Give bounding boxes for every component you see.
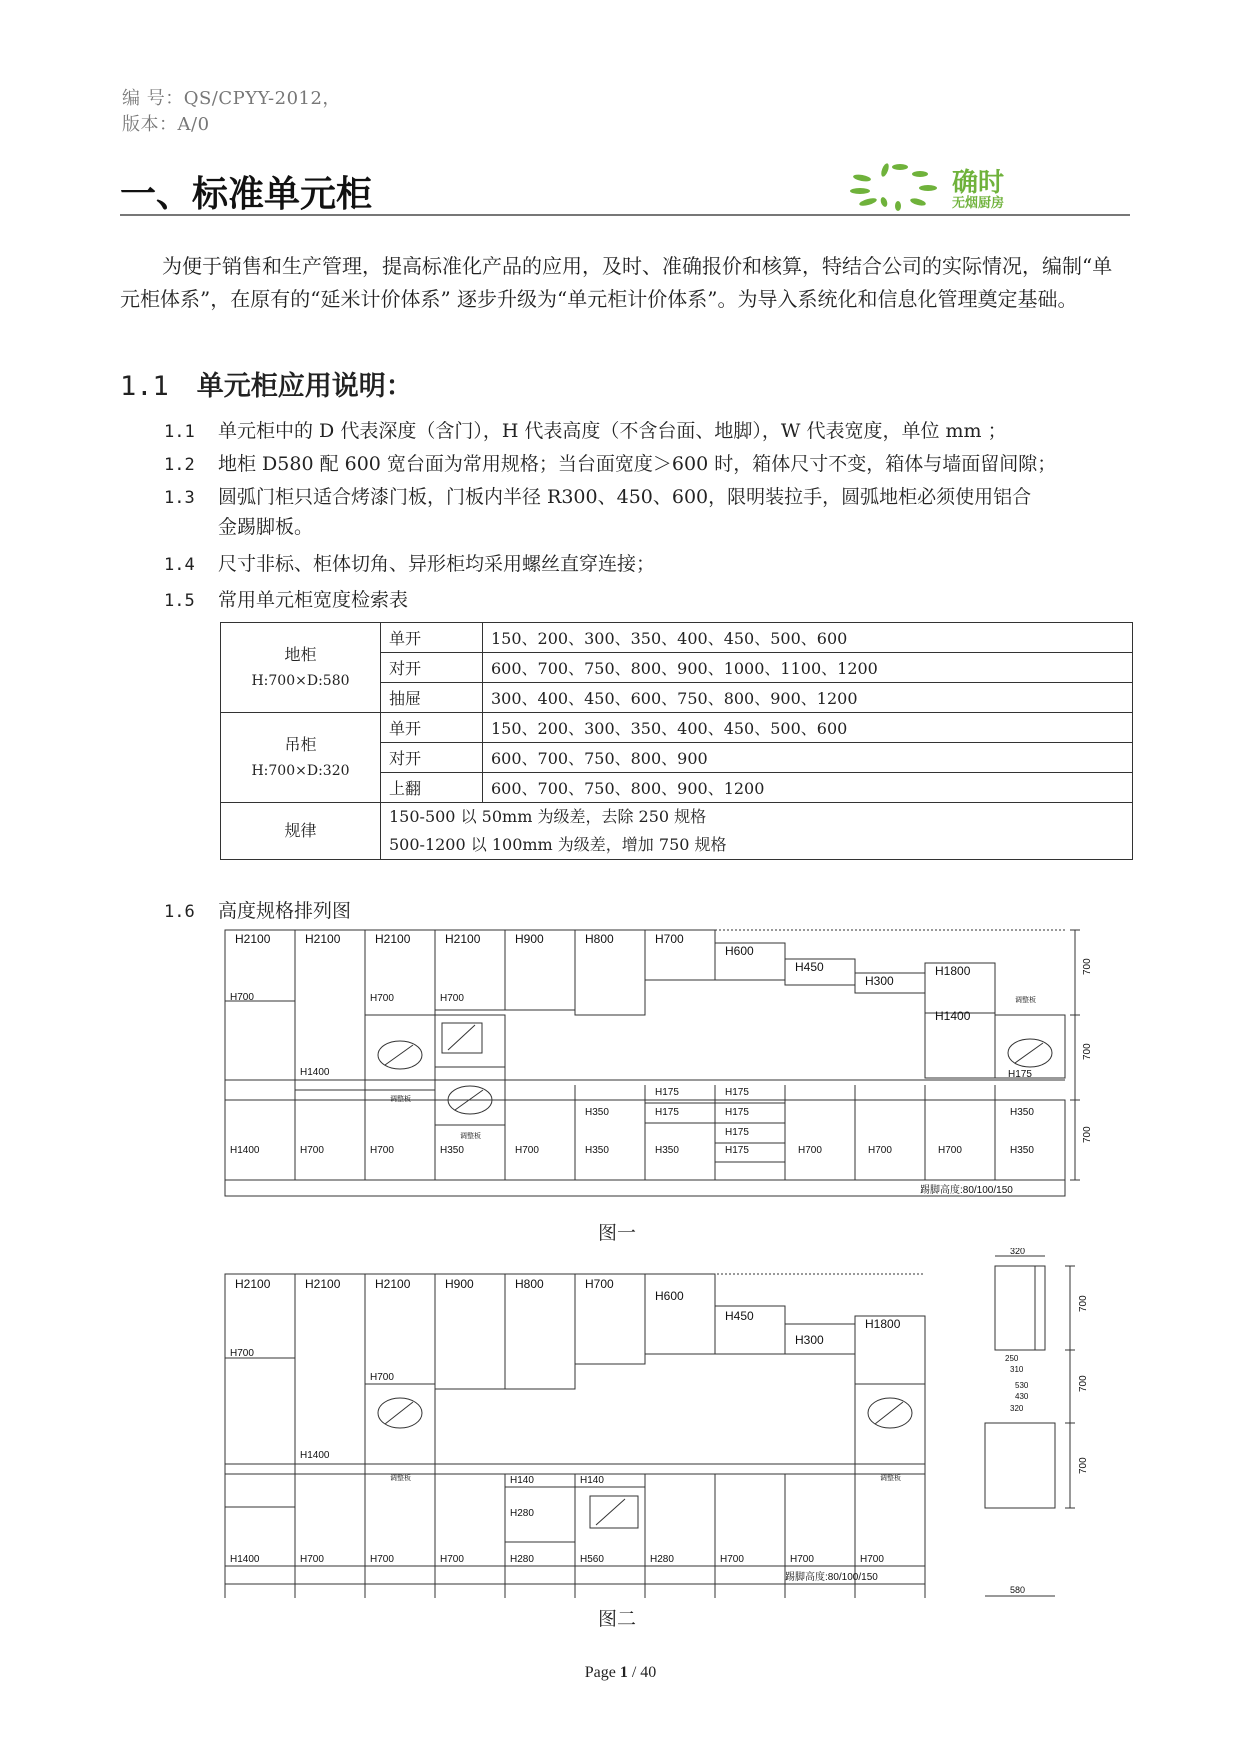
label: H350 [585,1107,609,1118]
table-cell: 150、200、300、350、400、450、500、600 [483,713,1133,743]
label: H2100 [305,932,341,946]
label: H1400 [230,1554,260,1565]
label: H700 [230,992,254,1003]
table-cell: 上翻 [381,773,483,803]
item-text: 尺寸非标、柜体切角、异形柜均采用螺丝直穿连接； [218,553,656,575]
label: 调整板 [1015,997,1036,1004]
label: H700 [798,1145,822,1156]
label: H175 [725,1107,749,1118]
label: H700 [370,1554,394,1565]
label: H350 [1010,1145,1034,1156]
label: H280 [510,1554,534,1565]
item-text: 常用单元柜宽度检索表 [218,589,409,611]
label: 调整板 [390,1475,411,1482]
logo-subtext: 无烟厨房 [952,195,1005,210]
label: H700 [440,1554,464,1565]
logo-text: 确时 [952,167,1005,197]
dimension-label: 320 [1010,1404,1024,1413]
kick-height-label: 踢脚高度:80/100/150 [785,1572,878,1583]
label: H700 [370,1372,394,1383]
label: H700 [370,993,394,1004]
label: H700 [440,993,464,1004]
rule-line: 500-1200 以 100mm 为级差，增加 750 规格 [389,835,727,854]
table-group-cell [221,623,381,713]
list-item [164,549,655,580]
dimension-label: 700 [1078,1375,1089,1392]
label: H700 [585,1277,614,1291]
table-cell: 600、700、750、800、900、1200 [483,773,1133,803]
dimension-label: 700 [1082,1043,1093,1060]
dimension-label: 700 [1082,1126,1093,1143]
figure-caption: 图二 [598,1608,637,1630]
table-group-cell [221,713,381,803]
table-row [221,623,1133,653]
label: H700 [515,1145,539,1156]
label: H1400 [300,1067,330,1078]
label: H2100 [445,932,481,946]
group-dims: H:700×D:580 [251,672,350,689]
label: H350 [440,1145,464,1156]
label: H700 [300,1554,324,1565]
section-number: 1.1 [120,371,169,402]
page-footer [0,1664,1241,1682]
label: H2100 [375,932,411,946]
item-number: 1.3 [164,488,195,508]
list-item [164,896,351,927]
label: H1800 [935,964,971,978]
label: H700 [370,1145,394,1156]
label: H700 [868,1145,892,1156]
page-title: 一、标准单元柜 [120,174,373,215]
label: H2100 [235,1277,271,1291]
label: H1400 [935,1009,971,1023]
table-row [221,803,1133,860]
label: H2100 [305,1277,341,1291]
label: H450 [725,1309,754,1323]
group-dims: H:700×D:320 [251,762,350,779]
section-heading [120,364,413,403]
dimension-label: 700 [1082,958,1093,975]
label: H350 [1010,1107,1034,1118]
label: H800 [515,1277,544,1291]
dimension-label: 320 [1010,1248,1026,1256]
page-label: Page [584,1664,616,1681]
list-item [164,449,1056,480]
label: H175 [655,1107,679,1118]
list-item [164,482,1031,513]
label: 调整板 [880,1475,901,1482]
table-cell: 抽屉 [381,683,483,713]
dimension-label: 580 [1010,1585,1026,1595]
list-item [164,585,408,616]
dimension-label: 250 [1005,1354,1019,1363]
table-cell: 对开 [381,653,483,683]
figure-caption: 图一 [598,1222,637,1244]
table-rule-cell [381,803,1133,860]
dimension-label: 310 [1010,1365,1024,1374]
list-item [164,416,1007,447]
label: H140 [510,1475,534,1486]
label: H140 [580,1475,604,1486]
label: H700 [300,1145,324,1156]
intro-paragraph: 为便于销售和生产管理，提高标准化产品的应用，及时、准确报价和核算，特结合公司的实际情况，编制“单元柜体系”，在原有的“延米计价体系” 逐步升级为“单元柜计价体系”。为导入系统化和信息化管理奠定基础。 [120,254,1113,311]
label: H900 [445,1277,474,1291]
dimension-label: 530 [1015,1381,1029,1390]
figure-one-diagram [220,925,1120,1215]
kick-height-label: 踢脚高度:80/100/150 [920,1185,1013,1196]
label: H900 [515,932,544,946]
table-cell: 对开 [381,743,483,773]
document-version: 版本：A/0 [122,114,210,135]
label: H700 [720,1554,744,1565]
table-cell: 300、400、450、600、750、800、900、1200 [483,683,1133,713]
dimension-label: 700 [1078,1457,1089,1474]
label: H350 [585,1145,609,1156]
label: H175 [655,1087,679,1098]
label: H175 [725,1127,749,1138]
label: H700 [230,1348,254,1359]
dimension-label: 430 [1015,1392,1029,1401]
label: H175 [725,1145,749,1156]
table-cell: 600、700、750、800、900、1000、1100、1200 [483,653,1133,683]
label: H600 [655,1289,684,1303]
table-cell: 单开 [381,713,483,743]
label: 调整板 [390,1096,411,1103]
table-cell: 600、700、750、800、900 [483,743,1133,773]
figure-two-diagram [220,1248,1100,1598]
section-title: 单元柜应用说明： [196,371,413,402]
label: H600 [725,944,754,958]
label: H2100 [235,932,271,946]
item-number: 1.1 [164,422,195,442]
label: H700 [655,932,684,946]
label: H560 [580,1554,604,1565]
table-row [221,713,1133,743]
label: H800 [585,932,614,946]
company-logo [840,158,1060,214]
page-separator: / [631,1664,637,1681]
logo-leaf-icon [850,162,937,211]
label: H175 [725,1087,749,1098]
group-name: 地柜 [284,644,317,664]
label: H1800 [865,1317,901,1331]
label: H280 [650,1554,674,1565]
label: H700 [790,1554,814,1565]
table-cell: 150、200、300、350、400、450、500、600 [483,623,1133,653]
label: H350 [655,1145,679,1156]
item-text: 地柜 D580 配 600 宽台面为常用规格；当台面宽度＞600 时，箱体尺寸不变，箱体与墙面留间隙； [218,453,1057,475]
item-number: 1.5 [164,591,195,611]
item-number: 1.2 [164,455,195,475]
label: H175 [1008,1069,1032,1080]
group-name: 吊柜 [284,734,317,754]
item-number: 1.6 [164,902,195,922]
dimension-label: 700 [1078,1295,1089,1312]
label: H1400 [230,1145,260,1156]
item-number: 1.4 [164,555,195,575]
table-group-cell: 规律 [221,803,381,860]
table-cell: 单开 [381,623,483,653]
item-text: 高度规格排列图 [218,900,352,922]
width-lookup-table [220,622,1133,860]
label: H300 [795,1333,824,1347]
label: H300 [865,974,894,988]
label: H700 [938,1145,962,1156]
label: H450 [795,960,824,974]
label: H1400 [300,1450,330,1461]
label: H280 [510,1508,534,1519]
label: H700 [860,1554,884,1565]
title-divider [120,214,1130,216]
page-total: 40 [640,1664,657,1681]
list-item-continuation: 金踢脚板。 [218,516,314,538]
document-code: 编 号：QS/CPYY-2012， [122,88,341,109]
item-text: 单元柜中的 D 代表深度（含门），H 代表高度（不含台面、地脚），W 代表宽度，单位 mm ； [218,420,1007,442]
rule-line: 150-500 以 50mm 为级差，去除 250 规格 [389,807,707,826]
item-text: 圆弧门柜只适合烤漆门板，门板内半径 R300、450、600，限明装拉手，圆弧地柜必须使用铝合 [218,486,1032,508]
page-current: 1 [619,1664,628,1681]
label: 调整板 [460,1133,481,1140]
label: H2100 [375,1277,411,1291]
